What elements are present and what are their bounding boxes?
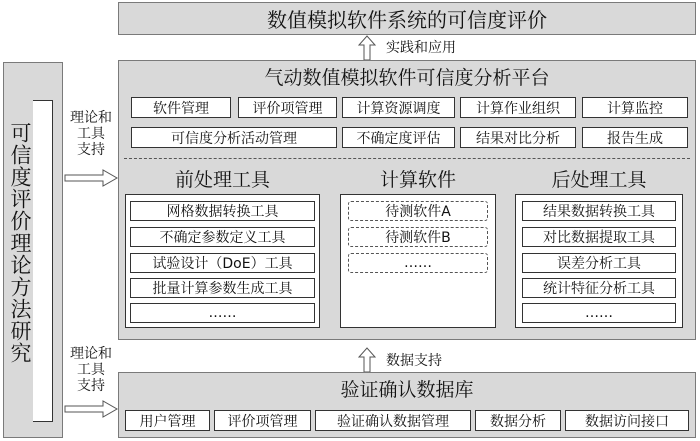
support-lower-line1: 理论和	[70, 346, 112, 362]
support-upper-line1: 理论和	[70, 110, 112, 126]
platform-separator	[124, 158, 690, 159]
db-item-vv-data-mgmt: 验证确认数据管理	[315, 410, 471, 431]
support-upper-line2: 工具	[77, 126, 105, 142]
compute-item-software-a: 待测软件A	[348, 201, 488, 221]
left-title: 可信度评价理论方法研究	[8, 122, 32, 364]
pre-item-doe: 试验设计（DoE）工具	[130, 253, 315, 273]
support-upper-label	[64, 110, 118, 158]
compute-item-more: ……	[348, 253, 488, 273]
db-item-user-mgmt: 用户管理	[125, 410, 210, 431]
platform-item-compare: 结果对比分析	[460, 127, 576, 148]
db-item-data-analysis: 数据分析	[475, 410, 561, 431]
platform-item-software-mgmt: 软件管理	[131, 97, 231, 118]
platform-item-uncertainty: 不确定度评估	[342, 127, 455, 148]
pre-item-more: ……	[130, 303, 315, 323]
arrow-up-mid	[359, 348, 375, 372]
arrow-right-upper	[65, 170, 117, 186]
pre-item-batch-param: 批量计算参数生成工具	[130, 278, 315, 298]
post-title: 后处理工具	[551, 168, 647, 191]
top-title: 数值模拟软件系统的可信度评价	[267, 8, 547, 32]
database-title: 验证确认数据库	[340, 378, 474, 401]
db-item-eval-mgmt: 评价项管理	[214, 410, 311, 431]
post-item-error-analysis: 误差分析工具	[522, 253, 676, 273]
compute-title: 计算软件	[379, 168, 456, 191]
post-item-stat-analysis: 统计特征分析工具	[522, 278, 676, 298]
arrow-up-top	[359, 36, 375, 60]
post-item-compare-extract: 对比数据提取工具	[522, 227, 676, 247]
platform-item-job-org: 计算作业组织	[460, 97, 576, 118]
db-item-data-api: 数据访问接口	[565, 410, 689, 431]
platform-title: 气动数值模拟软件可信度分析平台	[264, 66, 550, 89]
post-item-more: ……	[522, 303, 676, 323]
support-lower-line3: 支持	[77, 378, 105, 394]
platform-item-monitor: 计算监控	[582, 97, 688, 118]
platform-item-resource-sched: 计算资源调度	[342, 97, 455, 118]
pre-item-uncertain-param: 不确定参数定义工具	[130, 227, 315, 247]
arrow-right-lower	[65, 401, 117, 417]
support-lower-label	[64, 346, 118, 394]
pre-item-grid-convert: 网格数据转换工具	[130, 201, 315, 221]
post-item-result-convert: 结果数据转换工具	[522, 201, 676, 221]
arrow-top-label: 实践和应用	[386, 40, 456, 56]
arrow-mid-label: 数据支持	[386, 353, 442, 369]
support-lower-line2: 工具	[77, 362, 105, 378]
platform-item-eval-mgmt: 评价项管理	[238, 97, 337, 118]
support-upper-line3: 支持	[77, 142, 105, 158]
pre-title: 前处理工具	[174, 168, 270, 191]
compute-item-software-b: 待测软件B	[348, 227, 488, 247]
platform-item-activity-mgmt: 可信度分析活动管理	[131, 127, 337, 148]
platform-item-report: 报告生成	[582, 127, 688, 148]
